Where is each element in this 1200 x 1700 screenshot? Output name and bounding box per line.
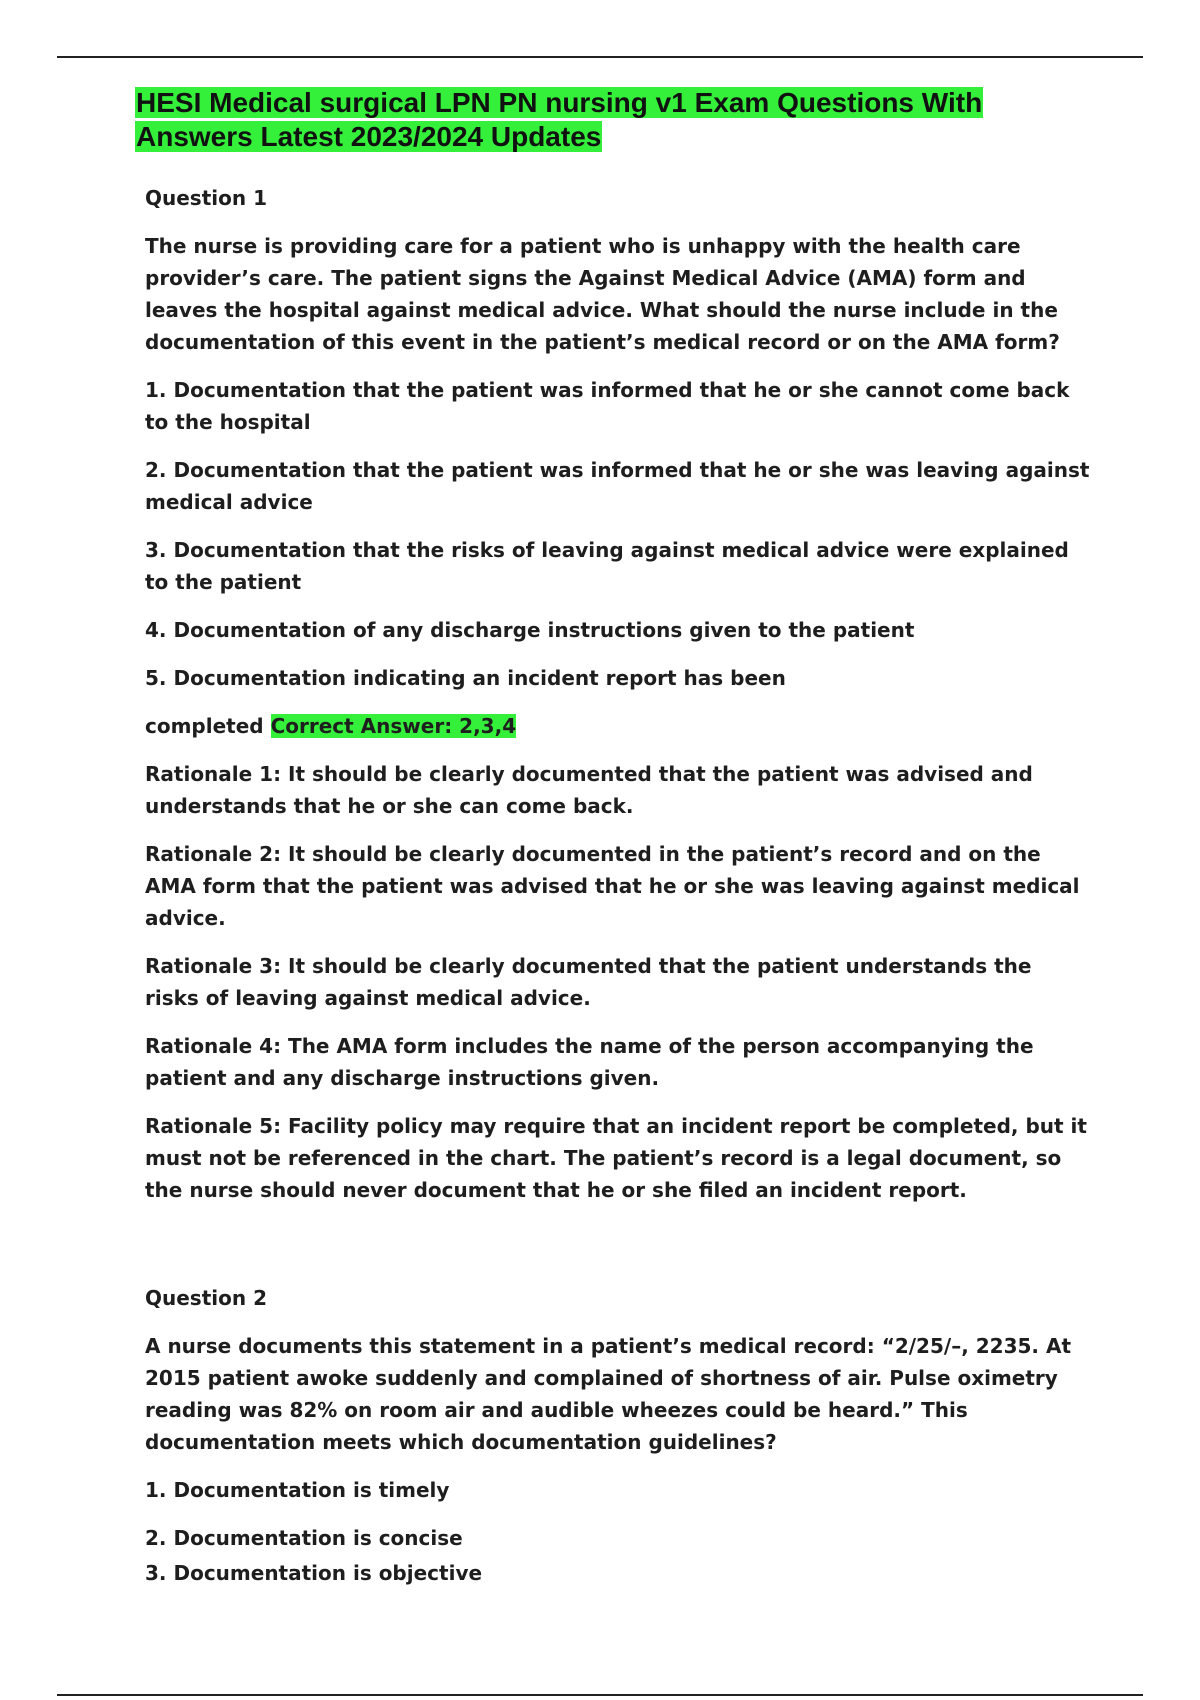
question-1-option-5: 5. Documentation indicating an incident report has been xyxy=(145,666,786,690)
question-2-option-3: 3. Documentation is objective xyxy=(145,1561,483,1585)
correct-answer: Correct Answer: 2,3,4 xyxy=(270,714,517,738)
question-1-option-1: 1. Documentation that the patient was informed that he or she cannot come back to the hospital xyxy=(145,378,1070,434)
top-rule xyxy=(57,56,1143,58)
question-2-heading: Question 2 xyxy=(145,1286,267,1310)
question-1-answer-line xyxy=(145,710,1090,742)
document-title xyxy=(135,86,1095,154)
rationale-1: Rationale 1: It should be clearly documented that the patient was advised and understands that he or she can come back. xyxy=(145,762,1033,818)
question-2-option-2: 2. Documentation is concise xyxy=(145,1526,463,1550)
document-body xyxy=(145,182,1090,1605)
answer-prefix: completed xyxy=(145,714,264,738)
question-2-option-1: 1. Documentation is timely xyxy=(145,1478,450,1502)
question-1-option-3: 3. Documentation that the risks of leaving against medical advice were explained to the patient xyxy=(145,538,1069,594)
question-1-option-2: 2. Documentation that the patient was informed that he or she was leaving against medical advice xyxy=(145,458,1090,514)
question-1-stem: The nurse is providing care for a patient who is unhappy with the health care provider’s care. The patient signs the Against Medical Advice (AMA) form and leaves the hospital against medical advice. What should the nurse include in the documentation of this event in the patient’s medical record or on the AMA form? xyxy=(145,234,1060,354)
question-2-stem: A nurse documents this statement in a patient’s medical record: “2/25/–, 2235. At 2015 patient awoke suddenly and complained of shortness of air. Pulse oximetry reading was 82% on room air and audible wheezes could be heard.” This documentation meets which documentation guidelines? xyxy=(145,1334,1072,1454)
section-spacer xyxy=(145,1222,1090,1282)
bottom-rule xyxy=(57,1694,1143,1696)
question-1-option-4: 4. Documentation of any discharge instructions given to the patient xyxy=(145,618,915,642)
rationale-3: Rationale 3: It should be clearly documented that the patient understands the risks of leaving against medical advice. xyxy=(145,954,1032,1010)
rationale-2: Rationale 2: It should be clearly documented in the patient’s record and on the AMA form that the patient was advised that he or she was leaving against medical advice. xyxy=(145,842,1080,930)
rationale-4: Rationale 4: The AMA form includes the name of the person accompanying the patient and any discharge instructions given. xyxy=(145,1034,1034,1090)
title-highlight: HESI Medical surgical LPN PN nursing v1 Exam Questions With Answers Latest 2023/2024 Updates xyxy=(136,87,983,152)
question-1-heading: Question 1 xyxy=(145,186,267,210)
rationale-5: Rationale 5: Facility policy may require that an incident report be completed, but it must not be referenced in the chart. The patient’s record is a legal document, so the nurse should never document that he or she filed an incident report. xyxy=(145,1114,1087,1202)
